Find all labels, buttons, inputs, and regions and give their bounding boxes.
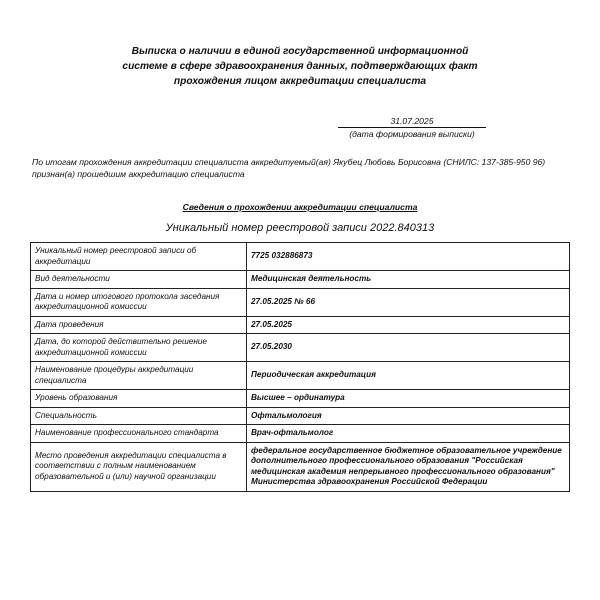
row-label: Уникальный номер реестровой записи об аккредитации [31,243,247,271]
registry-number-title: Уникальный номер реестровой записи 2022.840313 [165,222,435,234]
row-value: 27.05.2030 [247,334,570,362]
section-title: Сведения о прохождении аккредитации специалиста [182,202,418,212]
row-value: 27.05.2025 [247,316,570,334]
row-value: 7725 032886873 [247,243,570,271]
row-value: Высшее – ординатура [247,390,570,408]
table-row [31,362,570,390]
extract-date: 31.07.2025 [338,116,486,128]
row-label: Уровень образования [31,390,247,408]
table-row [31,243,570,271]
row-value: 27.05.2025 № 66 [247,288,570,316]
title-line-2: системе в сфере здравоохранения данных, подтверждающих факт [122,61,478,72]
row-label: Специальность [31,407,247,425]
document-title [80,44,520,89]
row-value: Периодическая аккредитация [247,362,570,390]
title-line-3: прохождения лицом аккредитации специалиста [173,76,427,87]
row-value: Врач-офтальмолог [247,425,570,443]
table-row [31,425,570,443]
row-value: федеральное государственное бюджетное образовательное учреждение дополнительного профессионального образования "Российская медицинская академия непрерывного профессионального образования" Министерства здравоохранения Российской Федерации [247,442,570,491]
table-row [31,390,570,408]
row-value: Офтальмология [247,407,570,425]
row-label: Вид деятельности [31,271,247,289]
table-row [31,271,570,289]
table-row [31,288,570,316]
row-value: Медицинская деятельность [247,271,570,289]
row-label: Дата проведения [31,316,247,334]
table-row [31,407,570,425]
table-row [31,334,570,362]
extract-date-caption: (дата формирования выписки) [349,129,475,139]
accreditation-table [30,242,570,492]
title-line-1: Выписка о наличии в единой государственной информационной [131,46,469,57]
intro-paragraph: По итогам прохождения аккредитации специалиста аккредитуемый(ая) Якубец Любовь Борисовна (СНИЛС: 137-385-950 96) признан(а) прошедшим аккредитацию специалиста [32,157,546,179]
row-label: Дата и номер итогового протокола заседания аккредитационной комиссии [31,288,247,316]
date-block [338,116,486,139]
row-label: Наименование профессионального стандарта [31,425,247,443]
table-row [31,442,570,491]
table-row [31,316,570,334]
row-label: Наименование процедуры аккредитации специалиста [31,362,247,390]
row-label: Дата, до которой действительно решение аккредитационной комиссии [31,334,247,362]
row-label: Место проведения аккредитации специалиста в соответствии с полным наименованием образовательной и (или) научной организации [31,442,247,491]
